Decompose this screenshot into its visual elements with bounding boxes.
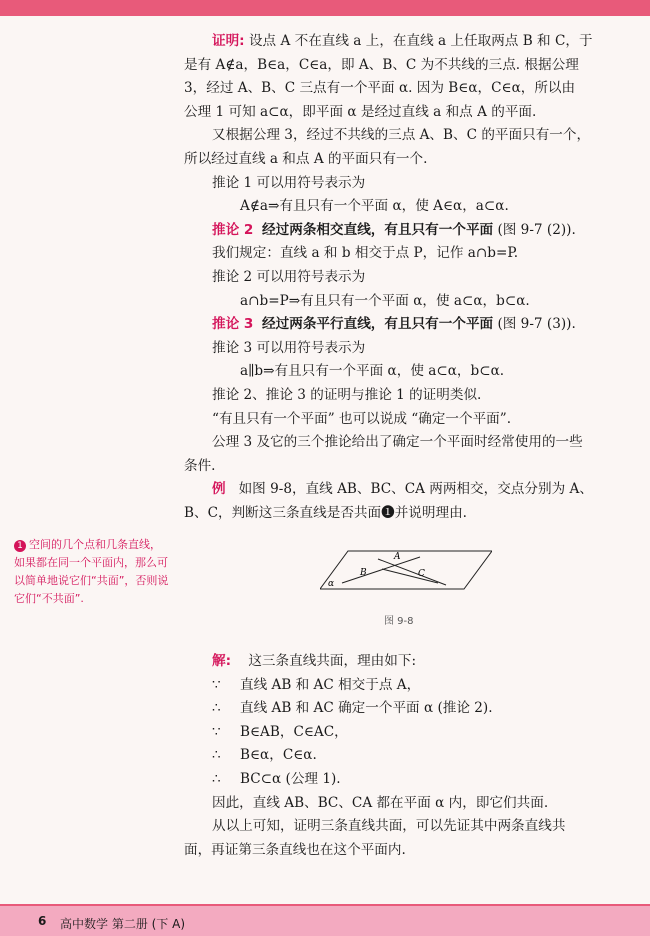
corollary3-symbol: a∥b⇒有且只有一个平面 α，使 a⊂α，b⊂α.	[240, 363, 505, 380]
corollary3-symbol-intro: 推论 3 可以用符号表示为	[212, 339, 366, 356]
axiom-summary-2: 条件.	[184, 457, 216, 474]
corollary3-statement: 推论 3 经过两条平行直线，有且只有一个平面 (图 9-7 (3)).	[212, 316, 576, 333]
solution-step: ∵ B∈AB，C∈AC，	[184, 721, 634, 745]
solution	[184, 650, 634, 862]
main-text	[184, 30, 634, 525]
top-bar	[0, 0, 650, 16]
equivalence-note: “有且只有一个平面” 也可以说成 “确定一个平面”.	[212, 410, 512, 427]
example-label: 例	[212, 481, 226, 498]
label-b: B	[360, 568, 367, 578]
corollary2-symbol: a∩b=P⇒有且只有一个平面 α，使 a⊂α，b⊂α.	[240, 292, 530, 309]
solution-step: ∴ B∈α，C∈α.	[184, 744, 634, 768]
therefore-symbol: ∴	[212, 770, 221, 787]
book-title: 高中数学 第二册 (下 A)	[60, 917, 186, 931]
corollary2-label: 推论 2	[212, 221, 254, 238]
label-c: C	[418, 569, 425, 579]
label-alpha: α	[328, 579, 335, 589]
corollary1-symbol-intro: 推论 1 可以用符号表示为	[212, 174, 366, 191]
corollary3-label: 推论 3	[212, 316, 254, 333]
proof-line-5: 又根据公理 3，经过不共线的三点 A、B、C 的平面只有一个，	[212, 127, 591, 144]
corollary2-statement: 推论 2 经过两条相交直线，有且只有一个平面 (图 9-7 (2)).	[212, 221, 576, 238]
label-a: A	[394, 552, 401, 562]
proof-line-6: 所以经过直线 a 和点 A 的平面只有一个.	[184, 150, 428, 167]
proof-line-3: 3，经过 A、B、C 三点有一个平面 α. 因为 B∈α，C∈α，所以由	[184, 80, 576, 97]
solution-step: ∴ BC⊂α (公理 1).	[184, 768, 634, 792]
corollary1-symbol: A∉a⇒有且只有一个平面 α，使 A∈α，a⊂α.	[240, 198, 509, 215]
corollary2-symbol-intro: 推论 2 可以用符号表示为	[212, 268, 366, 285]
because-symbol: ∵	[212, 723, 221, 740]
solution-step: ∵ 直线 AB 和 AC 相交于点 A，	[184, 674, 634, 698]
axiom-summary-1: 公理 3 及它的三个推论给出了确定一个平面时经常使用的一些	[212, 434, 583, 451]
solution-summary-2: 面，再证第三条直线也在这个平面内.	[184, 841, 406, 858]
proof-label: 证明:	[212, 33, 245, 49]
proof-similar-note: 推论 2、推论 3 的证明与推论 1 的证明类似.	[212, 386, 482, 403]
line-ac	[378, 559, 446, 585]
solution-conclusion: 因此，直线 AB、BC、CA 都在平面 α 内，即它们共面.	[212, 794, 549, 811]
because-symbol: ∵	[212, 676, 221, 693]
proof-line-4: 公理 1 可知 a⊂α，即平面 α 是经过直线 a 和点 A 的平面.	[184, 103, 537, 120]
solution-intro: 解: 这三条直线共面，理由如下:	[212, 653, 417, 669]
therefore-symbol: ∴	[212, 747, 221, 764]
proof-line-1: 证明: 设点 A 不在直线 a 上，在直线 a 上任取两点 B 和 C，于	[212, 33, 593, 49]
page-number: 6	[38, 914, 47, 928]
example-line-1: 例 如图 9-8，直线 AB、BC、CA 两两相交，交点分别为 A、	[212, 481, 593, 498]
line-ab	[342, 557, 420, 583]
solution-label: 解:	[212, 653, 232, 669]
note-text: 空间的几个点和几条直线，如果都在同一个平面内，那么可以简单地说它们“共面”，否则说它们“不共面”.	[14, 538, 169, 605]
corollary2-definition: 我们规定：直线 a 和 b 相交于点 P，记作 a∩b=P.	[212, 245, 519, 262]
figure-9-8	[320, 545, 492, 595]
footer-bar	[0, 904, 650, 936]
therefore-symbol: ∴	[212, 700, 221, 717]
solution-summary-1: 从以上可知，证明三条直线共面，可以先证其中两条直线共	[212, 818, 566, 835]
figure-caption: 图 9-8	[384, 616, 414, 627]
side-note	[14, 536, 170, 608]
proof-line-2: 是有 A∉a，B∈a，C∈a，即 A、B、C 为不共线的三点. 根据公理	[184, 56, 579, 73]
example-line-2: B、C，判断这三条直线是否共面❶并说明理由.	[184, 504, 467, 521]
note-number: 1	[14, 540, 26, 552]
solution-step: ∴ 直线 AB 和 AC 确定一个平面 α (推论 2).	[184, 697, 634, 721]
